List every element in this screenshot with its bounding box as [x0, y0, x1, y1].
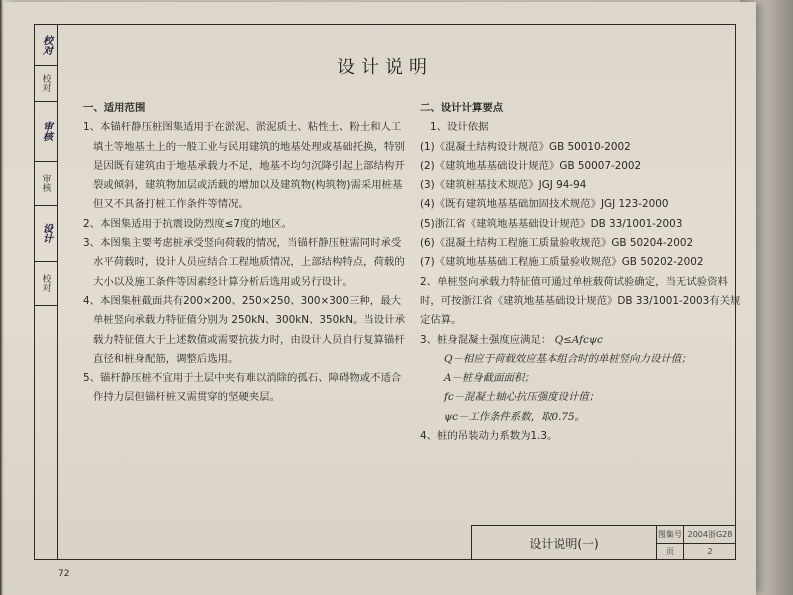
- left-column: [83, 99, 409, 408]
- atlas-value: 2004浙G28: [684, 526, 736, 544]
- list-item: 1、本锚杆静压桩图集适用于在淤泥、淤泥质土、粘性土、粉土和人工填土等地基土上的一般工业与民用建筑的地基处理或基础托换，特别是因既有建筑由于地基承载力不足，地基不均匀沉降引起上部结构开裂或倾斜，建筑物加层或活载的增加以及建筑物(构筑物)需采用桩基但又不具备打桩工作条件等情况。: [83, 121, 405, 211]
- signature-cell-label: 校对: [40, 74, 51, 92]
- signature-cell: [35, 161, 57, 206]
- page-title: 设计说明: [337, 57, 433, 78]
- reference-item: (1)《混凝土结构设计规范》GB 50010-2002: [420, 140, 631, 153]
- page-value: 2: [707, 547, 713, 556]
- reference-item: (2)《建筑地基基础设计规范》GB 50007-2002: [420, 159, 642, 172]
- signature-cell-label: 校对: [40, 35, 52, 55]
- signature-strip: [35, 25, 58, 559]
- list-item: 5、锚杆静压桩不宜用于土层中夹有难以消除的孤石、障碍物或不适合作持力层但锚杆桩又需贯穿的坚硬夹层。: [83, 372, 402, 404]
- section-heading: 二、设计计算要点: [420, 102, 504, 114]
- formula: Q≤Afcψc: [554, 333, 603, 346]
- list-item: 4、桩的吊装动力系数为1.3。: [420, 430, 558, 443]
- signature-cell-label: 设计: [40, 223, 52, 243]
- reference-item: (4)《既有建筑地基基础加固技术规范》JGJ 123-2000: [420, 198, 669, 211]
- section-heading: 一、适用范围: [83, 102, 146, 114]
- atlas-label: 图集号: [657, 526, 684, 544]
- list-item: 2、单桩竖向承载力特征值可通过单桩载荷试验确定，当无试验资料时，可按浙江省《建筑地基基础设计规范》DB 33/1001-2003有关规定估算。: [420, 275, 741, 327]
- signature-cell-label: 校对: [40, 274, 51, 292]
- list-item: 4、本图集桩截面共有200×200、250×250、300×300三种，最大单桩竖向承载力特征值分别为 250kN、300kN、350kN。当设计承载力特征值大于上述数值或需要抗拔力时，由设计人员自行复算锚杆直径和桩身配筋，调整后选用。: [83, 294, 405, 365]
- signature-cell: [35, 261, 57, 306]
- signature-cell: [35, 101, 57, 162]
- title-block: [471, 525, 736, 560]
- definition-item: Q－相应于荷载效应基本组合时的单桩竖向力设计值；: [444, 352, 692, 365]
- signature-cell-label: 审核: [40, 121, 52, 141]
- reference-item: (6)《混凝土结构工程施工质量验收规范》GB 50204-2002: [420, 237, 694, 250]
- page-label: 页: [657, 543, 684, 560]
- sub-heading: 1、设计依据: [430, 121, 489, 134]
- document-page: [4, 2, 756, 595]
- formula-prefix: 3、桩身混凝土强度应满足：: [420, 333, 552, 346]
- definition-item: fc－混凝土轴心抗压强度设计值；: [444, 391, 600, 404]
- reference-item: (7)《建筑地基基础工程施工质量验收规范》GB 50202-2002: [420, 256, 704, 269]
- drawing-frame: [34, 24, 741, 560]
- reference-item: (3)《建筑桩基技术规范》JGJ 94-94: [420, 179, 587, 192]
- page-number: 72: [58, 569, 70, 579]
- formula-line: [420, 331, 745, 350]
- right-column: [420, 99, 745, 446]
- definition-item: ψc－工作条件系数，取0.75。: [444, 410, 586, 423]
- list-item: 3、本图集主要考虑桩承受竖向荷载的情况，当锚杆静压桩需同时承受水平荷载时，设计人员应结合工程地质情况，上部结构特点，荷载的大小以及施工条件等因素经计算分析后选用或另行设计。: [83, 237, 405, 288]
- definition-item: A－桩身截面面积；: [444, 372, 535, 385]
- list-item: 2、本图集适用于抗震设防烈度≤7度的地区。: [83, 217, 292, 230]
- signature-cell: [35, 205, 57, 262]
- reference-item: (5)浙江省《建筑地基基础设计规范》DB 33/1001-2003: [420, 217, 683, 230]
- drawing-name: 设计说明(一): [472, 526, 657, 560]
- signature-cell-label: 审核: [40, 174, 51, 192]
